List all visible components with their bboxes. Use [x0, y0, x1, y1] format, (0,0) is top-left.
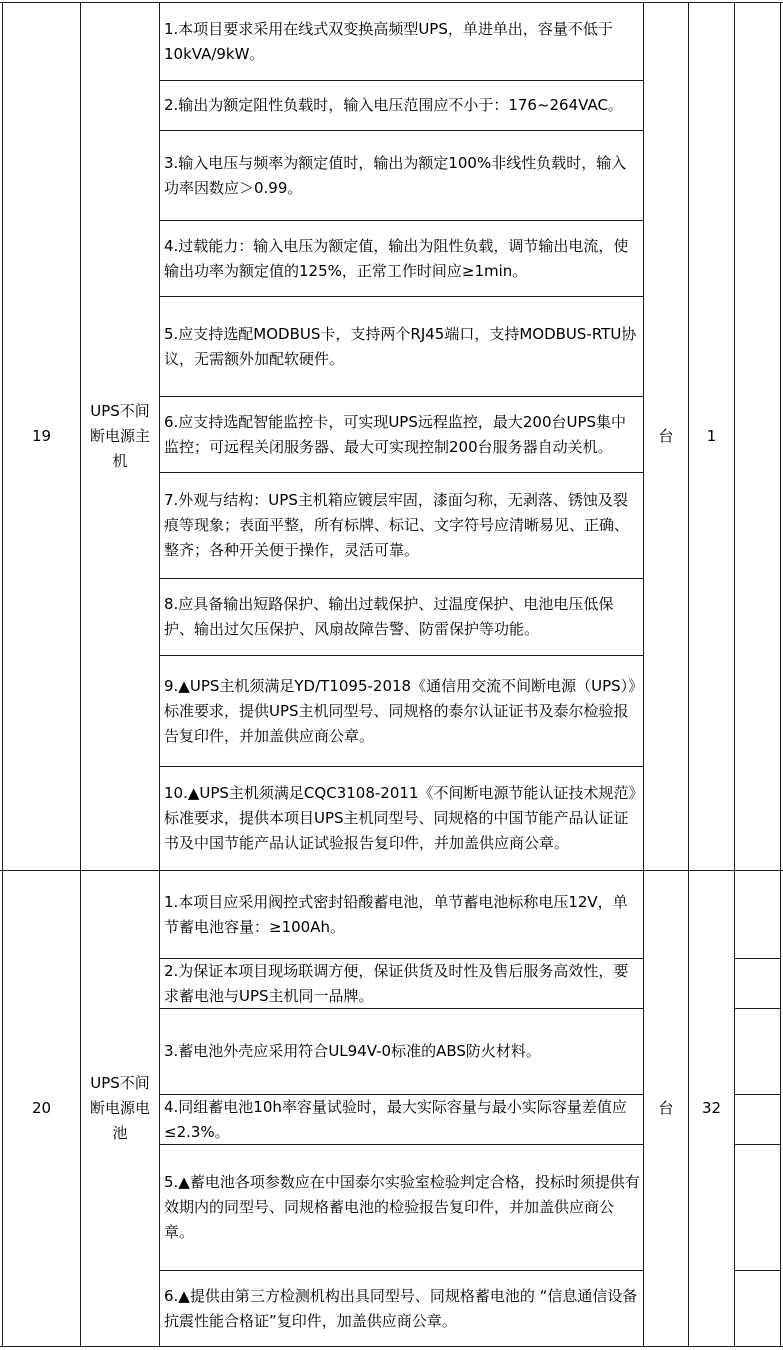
- requirement-text: 9.▲UPS主机须满足YD/T1095-2018《通信用交流不间断电源（UPS）》标准要求，提供UPS主机同型号、同规格的泰尔认证证书及泰尔检验报告复印件，并加盖供应商公章。: [164, 676, 636, 745]
- column-divider: [734, 2, 735, 1347]
- requirement-cell: [160, 473, 643, 578]
- requirement-text: 4.过载能力：输入电压为额定值，输出为阻性负载，调节输出电流，使输出功率为额定值的125%，正常工作时间应≥1min。: [164, 236, 629, 280]
- requirement-cell: [160, 131, 643, 220]
- item-number: [3, 3, 80, 870]
- requirement-text: 5.应支持选配MODBUS卡，支持两个RJ45端口，支持MODBUS-RTU协议，无需额外加配软硬件。: [164, 324, 637, 368]
- requirement-text: 6.▲提供由第三方检测机构出具同型号、同规格蓄电池的 “信息通信设备抗震性能合格证”复印件，加盖供应商公章。: [164, 1286, 638, 1330]
- requirement-cell: [160, 1009, 643, 1094]
- requirement-text: 7.外观与结构：UPS主机箱应镀层牢固，漆面匀称，无剥落、锈蚀及裂痕等现象；表面平整，所有标牌、标记、文字符号应清晰易见、正确、整齐；各种开关便于操作，灵活可靠。: [164, 491, 630, 559]
- requirement-cell: [160, 1271, 643, 1346]
- requirement-cell: [160, 656, 643, 766]
- requirement-cell: [160, 871, 643, 958]
- requirement-text: 5.▲蓄电池各项参数应在中国泰尔实验室检验判定合格，投标时须提供有效期内的同型号、同规格蓄电池的检验报告复印件，并加盖供应商公章。: [164, 1173, 640, 1241]
- requirement-cell: [160, 3, 643, 80]
- table-border-bottom: [0, 1346, 783, 1347]
- item-quantity-text: 1: [706, 427, 717, 445]
- requirement-text: 2.输出为额定阻性负载时，输入电压范围应不小于：176~264VAC。: [164, 96, 623, 114]
- requirement-cell: [160, 579, 643, 655]
- requirement-cell: [160, 959, 643, 1008]
- column-segment-divider: [734, 1270, 781, 1271]
- item-number-text: 20: [31, 1099, 52, 1117]
- requirement-text: 3.输入电压与频率为额定值时，输出为额定100%非线性负载时，输入功率因数应＞0.99。: [164, 153, 627, 197]
- item-number: [3, 871, 80, 1346]
- requirement-cell: [160, 1095, 643, 1144]
- item-unit: [644, 3, 688, 870]
- column-segment-divider: [734, 1094, 781, 1095]
- requirement-text: 4.同组蓄电池10h率容量试验时，最大实际容量与最小实际容量差值应≤2.3%。: [164, 1097, 627, 1141]
- item-quantity: [689, 871, 734, 1346]
- item-number-text: 19: [31, 427, 52, 445]
- requirement-cell: [160, 1145, 643, 1270]
- requirement-text: 6.应支持选配智能监控卡，可实现UPS远程监控，最大200台UPS集中监控；可远程关闭服务器、最大可实现控制200台服务器自动关机。: [164, 412, 627, 456]
- requirement-text: 8.应具备输出短路保护、输出过载保护、过温度保护、电池电压低保护、输出过欠压保护、风扇故障告警、防雷保护等功能。: [164, 595, 614, 638]
- item-unit-text: 台: [658, 1099, 674, 1117]
- item-quantity: [689, 3, 734, 870]
- requirement-text: 3.蓄电池外壳应采用符合UL94V-0标准的ABS防火材料。: [164, 1042, 541, 1060]
- column-segment-divider: [734, 1008, 781, 1009]
- requirement-cell: [160, 81, 643, 130]
- requirement-text: 10.▲UPS主机须满足CQC3108-2011《不间断电源节能认证技术规范》标准要求，提供本项目UPS主机同型号、同规格的中国节能产品认证证书及中国节能产品认证试验报告复印件，并加盖供应商公章。: [164, 784, 636, 852]
- requirement-cell: [160, 767, 643, 870]
- column-divider: [780, 2, 781, 1347]
- item-name-text: UPS不间断电源主机: [89, 402, 150, 470]
- column-segment-divider: [734, 1144, 781, 1145]
- item-name: [81, 3, 159, 870]
- requirement-cell: [160, 297, 643, 396]
- requirement-cell: [160, 221, 643, 296]
- item-name-text: UPS不间断电源电池: [89, 1074, 150, 1142]
- requirement-cell: [160, 397, 643, 472]
- requirement-text: 1.本项目要求采用在线式双变换高频型UPS，单进单出，容量不低于10kVA/9kW。: [164, 19, 613, 63]
- item-unit: [644, 871, 688, 1346]
- item-quantity-text: 32: [701, 1099, 722, 1117]
- requirement-text: 1.本项目应采用阀控式密封铅酸蓄电池，单节蓄电池标称电压12V，单节蓄电池容量：≥100Ah。: [164, 892, 628, 936]
- column-segment-divider: [734, 958, 781, 959]
- item-unit-text: 台: [658, 427, 674, 445]
- item-name: [81, 871, 159, 1346]
- requirement-text: 2.为保证本项目现场联调方便，保证供货及时性及售后服务高效性，要求蓄电池与UPS主机同一品牌。: [164, 961, 629, 1005]
